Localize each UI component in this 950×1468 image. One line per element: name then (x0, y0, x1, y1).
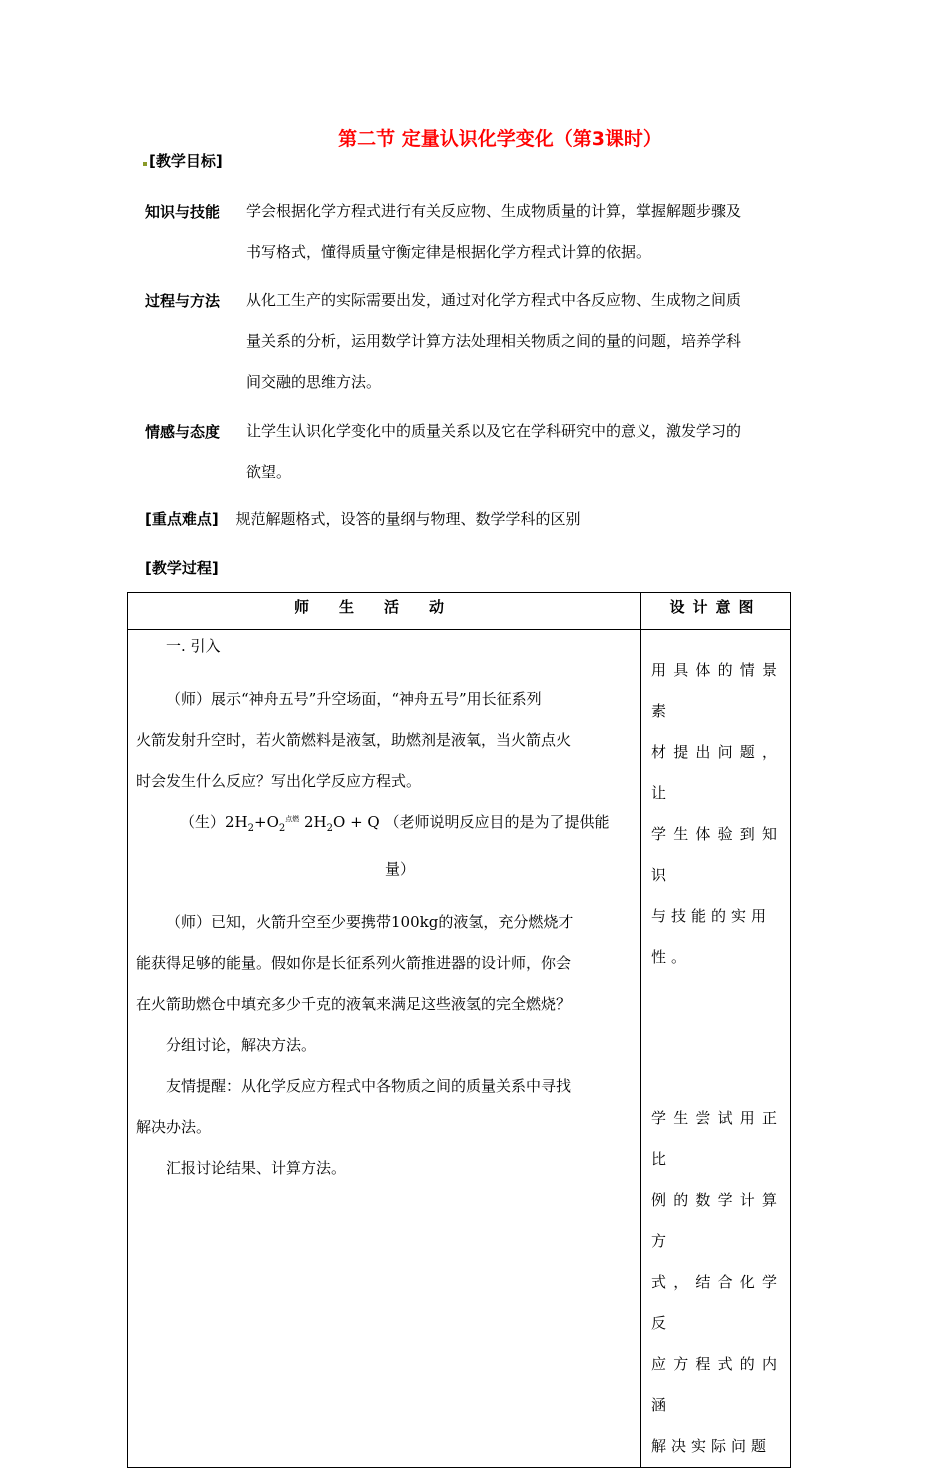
marker-dot (143, 162, 147, 166)
process-heading: [教学过程] (145, 559, 219, 577)
text-line: 书写格式，懂得质量守衡定律是根据化学方程式计算的依据。 (246, 243, 652, 261)
text-line: 火箭发射升空时，若火箭燃料是液氢，助燃剂是液氧，当火箭点火 (136, 731, 572, 749)
text-line: 学生体验到知识 (651, 825, 782, 884)
eq-text: 2H (299, 813, 327, 831)
text-line: 从化工生产的实际需要出发，通过对化学方程式中各反应物、生成物之间质 (246, 291, 742, 309)
text-line: （师）已知，火箭升空至少要携带100kg的液氢，充分燃烧才 (166, 913, 574, 931)
process-table (127, 592, 791, 1468)
text-line: 量关系的分析，运用数学计算方法处理相关物质之间的量的问题，培养学科 (246, 332, 742, 350)
text-line: 材提出问题，让 (651, 743, 782, 802)
focus-text: 规范解题格式，设答的量纲与物理、数学学科的区别 (235, 510, 581, 528)
objective-text-attitude (246, 411, 810, 493)
text-line: 解决实际问题 (651, 1437, 772, 1455)
text-line: 学生尝试用正比 (651, 1109, 782, 1168)
focus-heading: [重点难点] (145, 510, 219, 528)
activities-cell (128, 630, 641, 1468)
text-line: 应方程式的内涵 (651, 1355, 782, 1414)
objective-text-knowledge (246, 191, 810, 273)
chemical-equation (136, 802, 634, 849)
eq-continuation: 量） (384, 860, 415, 878)
objective-label-attitude: 情感与态度 (145, 423, 221, 441)
objective-text-process (246, 280, 810, 403)
text-line: 式，结合化学反 (651, 1273, 782, 1332)
intent-block-1 (651, 650, 782, 978)
intent-block-2 (651, 1098, 782, 1467)
objectives-heading-text: [教学目标] (149, 152, 223, 170)
text-line: 友情提醒：从化学反应方程式中各物质之间的质量关系中寻找 (166, 1077, 572, 1095)
text-line: 汇报讨论结果、计算方法。 (166, 1159, 347, 1177)
text-line: 让学生认识化学变化中的质量关系以及它在学科研究中的意义，激发学习的 (246, 422, 742, 440)
eq-condition: 点燃 (285, 815, 300, 823)
page-title: 第二节 定量认识化学变化（第3课时） (338, 128, 662, 150)
intent-cell (641, 630, 791, 1468)
focus-row (145, 508, 581, 529)
text-line: 欲望。 (246, 463, 292, 481)
text-line: 能获得足够的能量。假如你是长征系列火箭推进器的设计师，你会 (136, 954, 572, 972)
table-header-left: 师生活动 (128, 593, 641, 630)
text-line: 分组讨论，解决方法。 (166, 1036, 317, 1054)
objective-label-knowledge: 知识与技能 (145, 203, 221, 221)
text-line: （师）展示“神舟五号”升空场面，“神舟五号”用长征系列 (166, 690, 542, 708)
eq-subscript: 2 (247, 823, 254, 834)
eq-text: （生）2H (180, 813, 248, 831)
eq-text: +O (254, 813, 279, 831)
table-header-right: 设计意图 (641, 593, 791, 630)
eq-subscript: 2 (326, 823, 334, 834)
text-line: 学会根据化学方程式进行有关反应物、生成物质量的计算，掌握解题步骤及 (246, 202, 742, 220)
objective-label-process: 过程与方法 (145, 292, 221, 310)
text-line: 与技能的实用 (651, 907, 772, 925)
text-line: 解决办法。 (136, 1118, 212, 1136)
objectives-heading (143, 150, 223, 171)
text-line: 用具体的情景素 (651, 661, 782, 720)
text-line: 间交融的思维方法。 (246, 373, 382, 391)
text-line: 在火箭助燃仓中填充多少千克的液氧来满足这些液氢的完全燃烧？ (136, 995, 572, 1013)
text-line: 时会发生什么反应？写出化学反应方程式。 (136, 772, 422, 790)
text-line: 例的数学计算方 (651, 1191, 782, 1250)
intro-heading: 一. 引入 (166, 637, 221, 655)
eq-subscript: 2 (278, 823, 286, 834)
eq-text: O + Q （老师说明反应目的是为了提供能 (333, 813, 610, 831)
text-line: 性。 (651, 948, 692, 966)
